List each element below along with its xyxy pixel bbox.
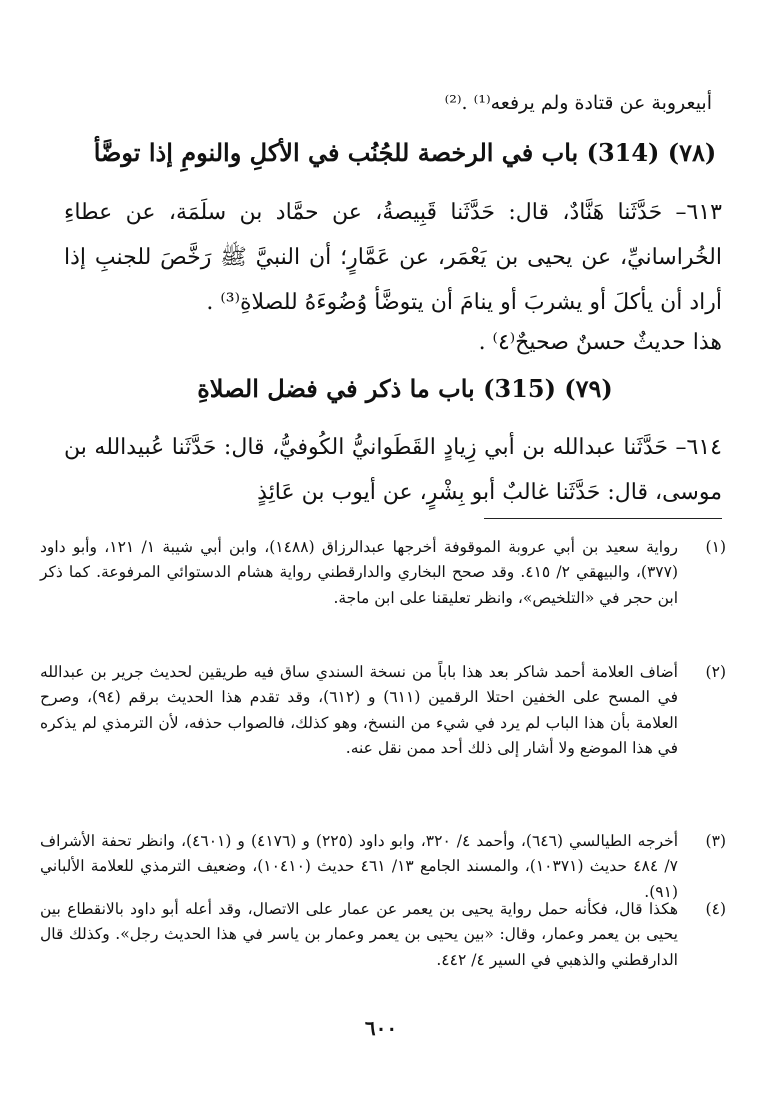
footnote-number: (٤)	[705, 900, 726, 918]
footnote-text: هكذا قال، فكأنه حمل رواية يحيى بن يعمر عن عمار على الاتصال، وقد أعله أبو داود بالانقطاع بين يحيى بن يعمر وعمار، وقال: «بين يحيى بن يعمر وعمار بن ياسر في هذا الحديث رجل». وكذلك قال الدارقطني والذهبي في السير ٤/ ٤٤٢.	[40, 900, 678, 969]
hadith-613: ٦١٣– حَدَّثَنا هَنَّادٌ، قال: حَدَّثَنا قَبِيصةُ، عن حمَّاد بن سلَمَة، عن عطاءِ الخُراسانيِّ، عن يحيى بن يَعْمَر، عن عَمَّارٍ؛ أن النبيَّ ﷺ رَخَّصَ للجنبِ إذا أراد أن يأكلَ أو يشربَ أو ينامَ أن يتوضَّأ وُضُوءَهُ للصلاةِ⁽³⁾ .	[64, 200, 722, 315]
footnote-divider	[484, 518, 722, 519]
hadith-614: ٦١٤– حَدَّثَنا عبدالله بن أبي زِيادٍ القَطَوانيُّ الكُوفيُّ، قال: حَدَّثَنا عُبيدالله بن موسى، قال: حَدَّثَنا غالبٌ أبو بِشْرٍ، عن أيوب بن عَائِذٍ	[64, 435, 722, 505]
footnote-number: (٣)	[705, 832, 726, 850]
chapter-heading-79: (٧٩) (315) باب ما ذكر في فضل الصلاةِ	[197, 374, 613, 403]
continuation-line: أبيعروبة عن قتادة ولم يرفعه⁽¹⁾ .⁽²⁾	[444, 92, 712, 114]
footnote-text: رواية سعيد بن أبي عروبة الموقوفة أخرجها عبدالرزاق (١٤٨٨)، وابن أبي شيبة ١/ ١٢١، وأبو داود (٣٧٧)، والبيهقي ٢/ ٤١٥. وقد صحح البخاري والدارقطني رواية هشام الدستوائي المرفوعة. كما ذكر ابن حجر في «التلخيص»، وانظر تعليقنا على ابن ماجة.	[40, 538, 678, 607]
page-number: ٦٠٠	[364, 1016, 398, 1040]
footnote-3	[40, 829, 726, 905]
footnote-1	[40, 535, 726, 611]
footnote-2	[40, 660, 726, 761]
footnote-4	[40, 897, 726, 973]
footnote-text: أخرجه الطيالسي (٦٤٦)، وأحمد ٤/ ٣٢٠، وابو داود (٢٢٥) و (٤١٧٦) و (٤٦٠١)، وانظر تحفة الأشراف ٧/ ٤٨٤ حديث (١٠٣٧١)، والمسند الجامع ١٣/ ٤٦١ حديث (١٠٤١٠)، وضعيف الترمذي للعلامة الألباني (٩١).	[40, 832, 679, 901]
chapter-heading-78: (٧٨) (314) باب في الرخصة للجُنُب في الأكلِ والنومِ إذا توضَّأ	[93, 138, 717, 167]
footnote-number: (١)	[705, 538, 726, 556]
footnote-number: (٢)	[705, 663, 726, 681]
hadith-grade: هذا حديثٌ حسنٌ صحيحٌ⁽٤⁾ .	[478, 330, 722, 355]
footnote-text: أضاف العلامة أحمد شاكر بعد هذا باباً من نسخة السندي ساق فيه طريقين لحديث جرير بن عبدالله في المسح على الخفين احتلا الرقمين (٦١١) و (٦١٢)، وقد تقدم هذا الحديث برقم (٩٤)، وصرح العلامة بأن هذا الباب لم يرد في شيء من النسخ، وهو كذلك، فالصواب حذفه، لأن الترمذي لم يذكره في هذا الموضع ولا أشار إلى ذلك أحد ممن نقل عنه.	[40, 663, 679, 757]
